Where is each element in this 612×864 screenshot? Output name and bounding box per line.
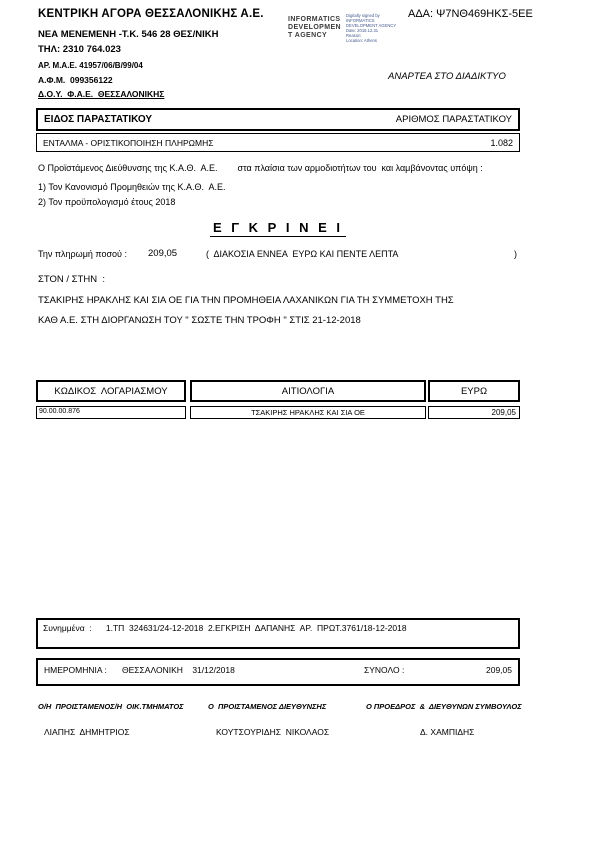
account-reason-header-label: ΑΙΤΙΟΛΟΓΙΑ xyxy=(281,385,335,397)
doc-number-header: ΑΡΙΘΜΟΣ ΠΑΡΑΣΤΑΤΙΚΟΥ xyxy=(395,114,512,125)
doc-type-value: ΕΝΤΑΛΜΑ - ΟΡΙΣΤΙΚΟΠΟΙΗΣΗ ΠΛΗΡΩΜΗΣ xyxy=(43,137,214,148)
account-code-cell: 90.00.00.876 xyxy=(36,406,186,419)
consideration-item-1: 1) Τον Κανονισμό Προμηθειών της Κ.Α.Θ. Α.Ε. xyxy=(38,182,226,192)
payment-amount: 209,05 xyxy=(148,248,178,259)
approves-heading: Ε Γ Κ Ρ Ι Ν Ε Ι xyxy=(210,220,346,237)
account-table-header-euro xyxy=(428,380,520,402)
payment-amount-words: ( ΔΙΑΚΟΣΙΑ ΕΝΝΕΑ ΕΥΡΩ ΚΑΙ ΠΕΝΤΕ ΛΕΠΤΑ xyxy=(206,249,399,259)
signatory-title-finance-head: Ο/Η ΠΡΟΙΣΤΑΜΕΝΟΣ/Η ΟΙΚ.ΤΜΗΜΑΤΟΣ xyxy=(38,702,184,711)
signatory-name-1: ΛΙΑΠΗΣ ΔΗΜΗΤΡΙΟΣ xyxy=(44,727,130,737)
attachments-box xyxy=(36,618,520,649)
approves-heading-wrap xyxy=(36,220,520,237)
account-euro-header-label: ΕΥΡΩ xyxy=(460,385,488,397)
company-registry-number: ΑΡ. Μ.Α.Ε. 41957/06/Β/99/04 xyxy=(38,61,143,70)
doc-type-header: ΕΙΔΟΣ ΠΑΡΑΣΤΑΤΙΚΟΥ xyxy=(44,114,153,125)
anartea-note: ΑΝΑΡΤΕΑ ΣΤΟ ΔΙΑΔΙΚΤΥΟ xyxy=(388,71,506,82)
date-label: ΗΜΕΡΟΜΗΝΙΑ : xyxy=(44,665,107,675)
signatory-title-ceo: Ο ΠΡΟΕΔΡΟΣ & ΔΙΕΥΘΥΝΩΝ ΣΥΜΒΟΥΛΟΣ xyxy=(366,702,522,711)
total-value: 209,05 xyxy=(486,665,512,675)
beneficiary-line-1: ΤΣΑΚΙΡΗΣ ΗΡΑΚΛΗΣ ΚΑΙ ΣΙΑ ΟΕ ΓΙΑ ΤΗΝ ΠΡΟΜΗΘΕΙΑ ΛΑΧΑΝΙΚΩΝ ΓΙΑ ΤΗ ΣΥΜΜΕΤΟΧΗ ΤΗΣ xyxy=(38,295,454,306)
ada-code: ΑΔΑ: Ψ7ΝΘ469ΗΚΣ-5ΕΕ xyxy=(408,8,533,20)
payment-label: Την πληρωμή ποσού : xyxy=(38,249,127,259)
signature-line: Date: 2018.12.31 xyxy=(346,27,379,33)
intro-line: Ο Προϊστάμενος Διεύθυνσης της Κ.Α.Θ. Α.Ε. στα πλαίσια των αρμοδιοτήτων του και λαμβάνοντας υπόψη : xyxy=(38,163,483,173)
signatory-title-directorate-head: Ο ΠΡΟΙΣΤΑΜΕΝΟΣ ΔΙΕΥΘΥΝΣΗΣ xyxy=(208,702,327,711)
signatory-name-2: ΚΟΥΤΣΟΥΡΙΔΗΣ ΝΙΚΟΛΑΟΣ xyxy=(216,727,330,737)
payment-words-close-paren: ) xyxy=(514,249,517,259)
stamp-agency-line: T AGENCY xyxy=(288,32,328,39)
account-code-header-label: ΚΩΔΙΚΟΣ ΛΟΓΑΡΙΑΣΜΟΥ xyxy=(54,385,168,397)
date-value: ΘΕΣΣΑΛΟΝΙΚΗ 31/12/2018 xyxy=(122,665,235,675)
company-address: ΝΕΑ ΜΕΝΕΜΕΝΗ -Τ.Κ. 546 28 ΘΕΣ/ΝΙΚΗ xyxy=(38,29,219,40)
digital-stamp-agency xyxy=(288,16,341,40)
date-total-box xyxy=(36,658,520,686)
company-phone: ΤΗΛ: 2310 764.023 xyxy=(38,44,121,55)
stamp-agency-line: DEVELOPMEN xyxy=(288,24,342,31)
signatory-name-3: Δ. ΧΑΜΠΙΔΗΣ xyxy=(420,727,475,737)
company-name: ΚΕΝΤΡΙΚΗ ΑΓΟΡΑ ΘΕΣΣΑΛΟΝΙΚΗΣ Α.Ε. xyxy=(38,8,264,20)
doc-type-header-row xyxy=(36,108,520,131)
doc-number-value: 1.082 xyxy=(490,137,513,148)
signature-line: Location: Athens xyxy=(346,37,377,43)
account-amount-cell: 209,05 xyxy=(428,406,520,419)
beneficiary-line-2: ΚΑΘ Α.Ε. ΣΤΗ ΔΙΟΡΓΑΝΩΣΗ ΤΟΥ " ΣΩΣΤΕ ΤΗΝ ΤΡΟΦΗ " ΣΤΙΣ 21-12-2018 xyxy=(38,315,361,326)
signature-line: Digitally signed by xyxy=(346,13,380,18)
signature-line: INFORMATICS xyxy=(346,17,375,23)
account-table-header-code xyxy=(36,380,186,402)
stamp-agency-line: INFORMATICS xyxy=(288,16,341,23)
total-label: ΣΥΝΟΛΟ : xyxy=(364,665,405,675)
doc-type-value-row xyxy=(36,133,520,152)
beneficiary-label: ΣΤΟΝ / ΣΤΗΝ : xyxy=(38,274,105,285)
digital-signature-text xyxy=(346,14,408,43)
signature-line: DEVELOPMENT AGENCY xyxy=(346,22,397,28)
attachments-text: Συνημμένα : 1.ΤΠ 324631/24-12-2018 2.ΕΓΚΡΙΣΗ ΔΑΠΑΝΗΣ ΑΡ. ΠΡΩΤ.3761/18-12-2018 xyxy=(43,623,407,633)
signature-line: Reason: xyxy=(346,32,362,38)
account-table-header-reason xyxy=(190,380,426,402)
company-afm: Α.Φ.Μ. 099356122 xyxy=(38,75,113,85)
company-doy: Δ.Ο.Υ. Φ.Α.Ε. ΘΕΣΣΑΛΟΝΙΚΗΣ xyxy=(38,89,165,99)
account-reason-cell: ΤΣΑΚΙΡΗΣ ΗΡΑΚΛΗΣ ΚΑΙ ΣΙΑ ΟΕ xyxy=(190,406,426,419)
consideration-item-2: 2) Τον προϋπολογισμό έτους 2018 xyxy=(38,197,176,207)
